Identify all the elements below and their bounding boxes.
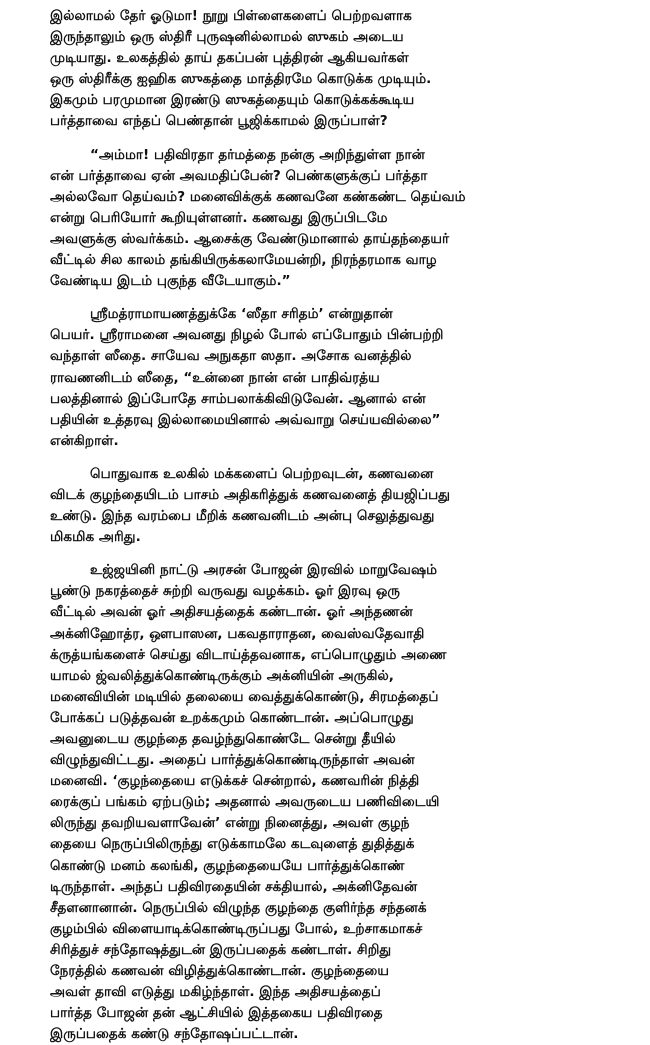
- text-line: தையை நெருப்பிலிருந்து எடுக்காமலே கடவுளைத் துதித்துக்: [50, 836, 415, 853]
- text-line: ஒரு ஸ்திரீக்கு ஐஹிக ஸுகத்தை மாத்திரமே கொடுக்க முடியும்.: [50, 71, 432, 88]
- text-line: சிரித்துச் சந்தோஷத்துடன் இருப்பதைக் கண்டாள். சிறிது: [50, 941, 392, 958]
- text-line: யாமல் ஜ்வலித்துக்கொண்டிருக்கும் அக்னியின் அருகில்,: [50, 667, 394, 684]
- text-line: பர்த்தாவை எந்தப் பெண்தான் பூஜிக்காமல் இருப்பாள்?: [50, 113, 388, 130]
- paragraph-1: [50, 6, 632, 133]
- text-line: விழுந்துவிட்டது. அதைப் பார்த்துக்கொண்டிருந்தாள் அவன்: [50, 752, 415, 769]
- text-line: உஜ்ஜயினி நாட்டு அரசன் போஜன் இரவில் மாறுவேஷம்: [90, 562, 438, 579]
- text-line: அல்லவோ தெய்வம்? மனைவிக்குக் கணவனே கண்கண்ட தெய்வம்: [50, 188, 466, 205]
- text-line: நேரத்தில் கணவன் விழித்துக்கொண்டான். குழந்தையை: [50, 963, 390, 980]
- text-line: “அம்மா! பதிவிரதா தர்மத்தை நன்கு அறிந்துள்ள நான்: [90, 146, 425, 163]
- text-line: வந்தாள் ஸீதை. சாயேவ அநுகதா ஸதா. அசோக வனத்தில்: [50, 348, 412, 365]
- text-line: டிருந்தாள். அந்தப் பதிவிரதையின் சக்தியால், அக்னிதேவன்: [50, 878, 418, 895]
- text-line: கொண்டு மனம் கலங்கி, குழந்தையையே பார்த்துக்கொண்: [50, 857, 405, 874]
- text-line: பலத்தினால் இப்போதே சாம்பலாக்கிவிடுவேன். ஆனால் என்: [50, 390, 426, 407]
- paragraph-3: [50, 304, 632, 452]
- text-line: மனைவி. ‘குழந்தையை எடுக்கச் சென்றால், கணவரின் நித்தி: [50, 773, 420, 790]
- text-line: முடியாது. உலகத்தில் தாய் தகப்பன் புத்திரன் ஆகியவர்கள்: [50, 50, 409, 67]
- text-line: மிகமிக அரிது.: [50, 529, 141, 546]
- text-line: அவளுக்கு ஸ்வர்க்கம். ஆசைக்கு வேண்டுமானால் தாய்தந்தையர்: [50, 230, 450, 247]
- paragraph-5: [50, 560, 632, 1045]
- text-line: என்று பெரியோர் கூறியுள்ளனர். கணவது இருப்பிடமே: [50, 209, 388, 226]
- text-line: இருந்தாலும் ஒரு ஸ்திரீ புருஷனில்லாமல் ஸுகம் அடைய: [50, 29, 404, 46]
- text-line: லிருந்து தவறியவளாவேன்’ என்று நினைத்து, அவள் குழந்: [50, 815, 410, 832]
- text-line: வேண்டிய இடம் புகுந்த வீடேயாகும்.”: [50, 273, 291, 290]
- text-line: என்கிறாள்.: [50, 432, 119, 449]
- text-line: இகமும் பரமுமான இரண்டு ஸுகத்தையும் கொடுக்கக்கூடிய: [50, 92, 415, 109]
- text-line: சீதளனானான். நெருப்பில் விழுந்த குழந்தை குளிர்ந்த சந்தனக்: [50, 899, 427, 916]
- text-line: க்ருத்யங்களைச் செய்து விடாய்த்தவனாக, எப்பொழுதும் அணை: [50, 646, 447, 663]
- text-line: இல்லாமல் தேர் ஓடுமா! நூறு பிள்ளைகளைப் பெற்றவளாக: [50, 8, 412, 24]
- text-line: போக்கப் படுத்தவன் உறக்கமும் கொண்டான். அப்பொழுது: [50, 709, 414, 726]
- text-line: இருப்பதைக் கண்டு சந்தோஷப்பட்டான்.: [50, 1026, 299, 1043]
- text-line: பார்த்த போஜன் தன் ஆட்சியில் இத்தகைய பதிவிரதை: [50, 1005, 383, 1022]
- text-line: பூண்டு நகரத்தைச் சுற்றி வருவது வழக்கம். ஓர் இரவு ஒரு: [50, 583, 401, 600]
- paragraph-4: [50, 464, 632, 548]
- text-line: அவனுடைய குழந்தை தவழ்ந்துகொண்டே சென்று தீயில்: [50, 731, 396, 747]
- text-line: அவள் தாவி எடுத்து மகிழ்ந்தாள். இந்த அதிசயத்தைப்: [50, 984, 381, 1001]
- text-line: வீட்டில் சில காலம் தங்கியிருக்கலாமேயன்றி, நிரந்தரமாக வாழ: [50, 252, 437, 269]
- text-line: ஸ்ரீமத்ராமாயணத்துக்கே ‘ஸீதா சரிதம்’ என்றுதான்: [90, 306, 393, 323]
- text-line: ராவணனிடம் ஸீதை, “உன்னை நான் என் பாதிவ்ரத்ய: [50, 369, 380, 386]
- text-line: என் பர்த்தாவை ஏன் அவமதிப்பேன்? பெண்களுக்குப் பர்த்தா: [50, 167, 428, 184]
- text-line: அக்னிஹோத்ர, ஔபாஸன, பகவதாராதன, வைஸ்வதேவாதி: [50, 625, 425, 642]
- text-line: குழம்பில் விளையாடிக்கொண்டிருப்பது போல், உற்சாகமாகச்: [50, 920, 423, 937]
- text-line: விடக் குழந்தையிடம் பாசம் அதிகரித்துக் கணவனைத் தியஜிப்பது: [50, 486, 451, 503]
- text-line: உண்டு. இந்த வரம்பை மீறிக் கணவனிடம் அன்பு செலுத்துவது: [50, 508, 435, 525]
- text-line: பெயர். ஸ்ரீராமனை அவனது நிழல் போல் எப்போதும் பின்பற்றி: [50, 327, 444, 344]
- paragraph-2: [50, 145, 632, 293]
- text-line: பதியின் உத்தரவு இல்லாமையினால் அவ்வாறு செய்யவில்லை”: [50, 411, 441, 428]
- text-line: ரைக்குப் பங்கம் ஏற்படும்; அதனால் அவருடைய பணிவிடையி: [50, 794, 440, 811]
- text-line: வீட்டில் அவன் ஓர் அதிசயத்தைக் கண்டான். ஓர் அந்தணன்: [50, 604, 413, 621]
- text-line: மனைவியின் மடியில் தலையை வைத்துக்கொண்டு, சிரமத்தைப்: [50, 688, 439, 705]
- text-line: பொதுவாக உலகில் மக்களைப் பெற்றவுடன், கணவனை: [90, 465, 434, 482]
